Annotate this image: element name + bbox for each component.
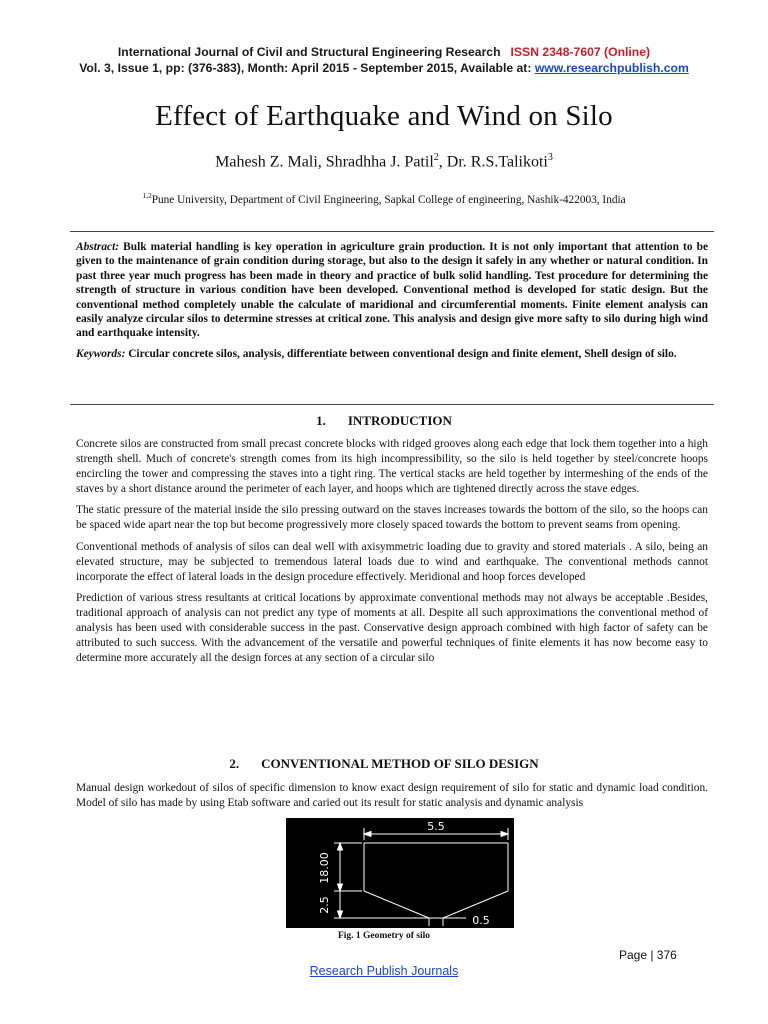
silo-geometry-figure	[286, 818, 514, 928]
section-heading-introduction	[0, 413, 768, 429]
paragraph: Concrete silos are constructed from small precast concrete blocks with ridged grooves along each edge that lock them together into a high strength shell. Much of concrete's strength comes from its high incompressibility, so the silo is held together by steel/concrete hoops encircling the tower and compressing the staves into a tight ring. The vertical stacks are held together by intermeshing of the ends of the staves by a short distance around the perimeter of each layer, and hoops which are tightened directly across the stave edges.	[76, 438, 708, 496]
journal-header	[0, 44, 768, 76]
paper-title: Effect of Earthquake and Wind on Silo	[155, 100, 613, 132]
section-heading-conventional-method	[0, 756, 768, 772]
affiliation-sup: 1,2	[142, 191, 152, 200]
author-names-1: Mahesh Z. Mali, Shradhha J. Patil	[215, 153, 434, 171]
website-link[interactable]: www.researchpublish.com	[534, 61, 689, 75]
paragraph: The static pressure of the material inside the silo pressing outward on the staves increases towards the bottom of the silo, so the hoops can be spaced wide apart near the top but become progressively more closely spaced towards the bottom to prevent seams from opening.	[76, 504, 708, 532]
figure-caption: Fig. 1 Geometry of silo	[337, 931, 431, 941]
abstract-box	[70, 231, 714, 405]
paragraph: Prediction of various stress resultants at critical locations by approximate conventional methods may not always be acceptable .Besides, traditional approach of analysis can not predict any type of moments at all. Despite all such approximations the conventional method of analysis has been used with considerable success in the past. Conservative design approach combined with high factor of safety can be attributed to such success. With the advancement of the versatile and powerful techniques of finite elements it has now become easy to determine more accurately all the design forces at any section of a circular silo	[76, 591, 708, 665]
issn: ISSN 2348-7607 (Online)	[510, 45, 651, 59]
abstract-label: Abstract:	[76, 241, 120, 253]
section-number: 1.	[316, 413, 326, 428]
keywords-text: Circular concrete silos, analysis, differentiate between conventional design and finite element, Shell design of silo.	[125, 347, 677, 360]
affiliation-text: Pune University, Department of Civil Engineering, Sapkal College of engineering, Nashik-422003, India	[151, 193, 626, 206]
dim-hopper-label: 2.5	[318, 896, 331, 914]
paragraph: Conventional methods of analysis of silos can deal well with axisymmetric loading due to gravity and stored materials . A silo, being an elevated structure, may be subjected to tremendous lateral loads due to wind and earthquake. The conventional methods cannot incorporate the effect of lateral loads in the design procedure effectively. Meridional and hoop forces developed	[76, 540, 708, 583]
page-number: Page | 376	[619, 948, 677, 962]
dim-height-label: 18.00	[318, 852, 331, 884]
author-sup-2: 2	[433, 152, 439, 163]
dim-width-label: 5.5	[427, 820, 445, 833]
introduction-body	[76, 437, 708, 672]
dim-outlet-label: 0.5	[472, 914, 490, 927]
paragraph: Manual design workedout of silos of specific dimension to know exact design requirement of silo for static and dynamic load condition. Model of silo has made by using Etab software and caried out its result for static analysis and dynamic analysis	[76, 782, 708, 810]
silo-drawing	[286, 818, 514, 928]
journal-name: International Journal of Civil and Structural Engineering Research	[117, 45, 501, 59]
authors	[0, 152, 768, 171]
publisher-link[interactable]: Research Publish Journals	[309, 964, 459, 978]
abstract-text: Bulk material handling is key operation in agriculture grain production. It is not only important that attention to be given to the maintenance of grain condition during storage, but also to the design it safely in any whether or natural condition. In past three year much progress has been made in theory and practice of bulk solid handling. Test procedure for determining the strength of structure in various condition have been developed. Conventional method is developed for static design. But the conventional method completely unable the calculate of maridional and circumferential moments. Finite element analysis can easily analyze circular silos to determine stresses at critical zone. This analysis and design give more safty to silo during high wind and earthquake intensity.	[76, 241, 708, 340]
author-sup-3: 3	[547, 152, 553, 163]
keywords-label: Keywords:	[76, 347, 126, 360]
section-number: 2.	[229, 756, 240, 771]
section-title: CONVENTIONAL METHOD OF SILO DESIGN	[261, 756, 539, 771]
conventional-method-body	[76, 781, 708, 817]
section-title: INTRODUCTION	[347, 413, 452, 428]
keywords	[76, 347, 708, 361]
author-names-2: , Dr. R.S.Talikoti	[438, 153, 548, 171]
abstract	[76, 240, 708, 341]
affiliation	[0, 191, 768, 206]
volume-line: Vol. 3, Issue 1, pp: (376-383), Month: April 2015 - September 2015, Available at:	[79, 61, 535, 75]
